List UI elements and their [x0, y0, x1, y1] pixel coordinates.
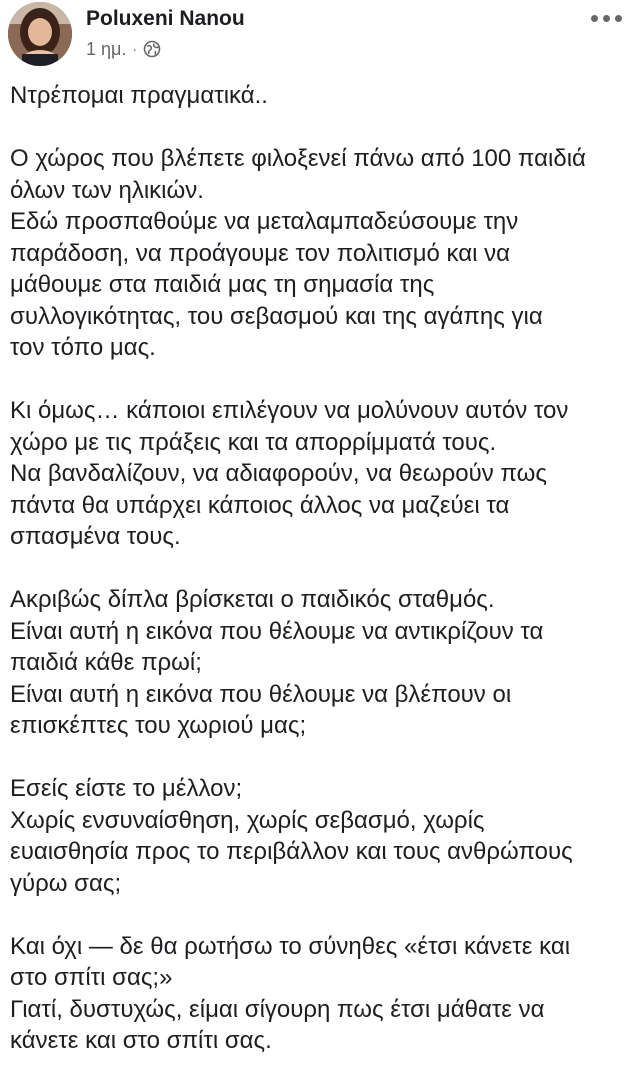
post-meta [86, 38, 161, 60]
post-text-line: τον τόπο μας. [10, 334, 156, 361]
more-options-icon [615, 15, 622, 22]
post-text-line: σπασμένα τους. [10, 523, 181, 550]
post-text-line: Και όχι — δε θα ρωτήσω το σύνηθες «έτσι κάνετε και [10, 932, 571, 960]
post-paragraph [10, 143, 626, 364]
post-text-line: Κι όμως… κάποιοι επιλέγουν να μολύνουν αυτόν τον [10, 397, 569, 424]
post-text-line: Είναι αυτή η εικόνα που θέλουμε να βλέπουν οι [10, 680, 512, 708]
post-text-line: γύρω σας; [10, 869, 122, 897]
post-text-line: συλλογικότητας, του σεβασμού και της αγάπης για [10, 302, 543, 330]
post-text-line: Ο χώρος που βλέπετε φιλοξενεί πάνω από 100 παιδιά [10, 145, 586, 172]
globe-icon[interactable] [143, 40, 161, 58]
post-text-line: Είναι αυτή η εικόνα που θέλουμε να αντικρίζουν τα [10, 617, 544, 645]
post-timestamp[interactable]: 1 ημ. [86, 39, 127, 59]
author-name[interactable]: Poluxeni Nanou [86, 7, 245, 30]
post-text [10, 80, 626, 1088]
post-text-line: πάντα θα υπάρχει κάποιος άλλος να μαζεύει τα [10, 491, 510, 519]
more-options-icon [603, 15, 610, 22]
post-header [0, 0, 634, 74]
post-text-line: Χωρίς ενσυναίσθηση, χωρίς σεβασμό, χωρίς [10, 806, 485, 834]
post-text-line: Ντρέπομαι πραγματικά.. [10, 82, 268, 109]
post-paragraph [10, 584, 626, 742]
post-text-line: παιδιά κάθε πρωί; [10, 649, 202, 676]
post-text-line: χώρο με τις πράξεις και τα απορρίμματά τους. [10, 428, 497, 456]
post-text-line: ευαισθησία προς το περιβάλλον και τους ανθρώπους [10, 838, 573, 865]
post-paragraph [10, 80, 626, 112]
post-text-line: παράδοση, να προάγουμε τον πολιτισμό και να [10, 239, 510, 267]
more-options-icon [591, 15, 598, 22]
post-paragraph [10, 395, 626, 553]
post-text-line: κάνετε και στο σπίτι σας. [10, 1027, 272, 1054]
post-text-line: Να βανδαλίζουν, να αδιαφορούν, να θεωρούν πως [10, 460, 547, 487]
post-text-line: μάθουμε στα παιδιά μας τη σημασία της [10, 271, 435, 298]
meta-separator: · [132, 41, 138, 57]
profile-photo-icon [8, 2, 72, 66]
post-text-line: επισκέπτες του χωριού μας; [10, 712, 307, 739]
post-text-line: Γιατί, δυστυχώς, είμαι σίγουρη πως έτσι μάθατε να [10, 995, 545, 1023]
post-text-line: στο σπίτι σας;» [10, 964, 173, 991]
post-text-line: Εδώ προσπαθούμε να μεταλαμπαδεύσουμε την [10, 208, 519, 235]
post-text-line: όλων των ηλικιών. [10, 176, 204, 204]
post-text-line: Ακριβώς δίπλα βρίσκεται ο παιδικός σταθμός. [10, 586, 495, 613]
avatar[interactable] [8, 2, 72, 66]
post-text-line: Εσείς είστε το μέλλον; [10, 775, 243, 802]
more-options-button[interactable] [586, 6, 626, 30]
post-paragraph [10, 931, 626, 1057]
post-paragraph [10, 773, 626, 899]
